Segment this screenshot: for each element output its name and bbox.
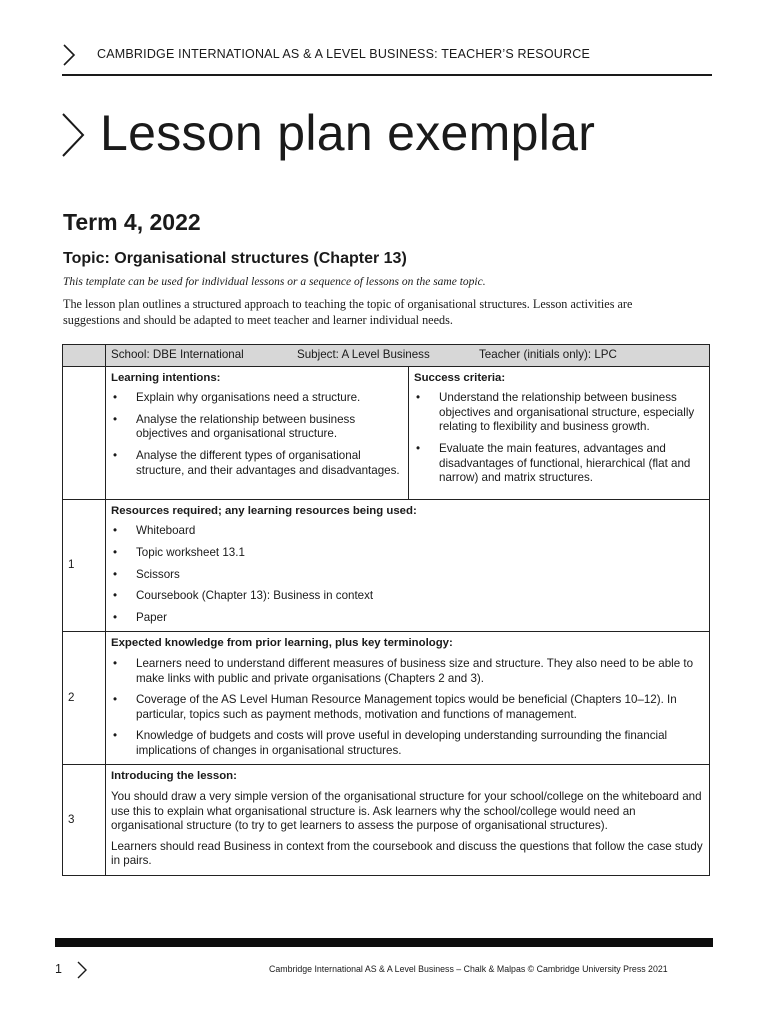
- running-header: CAMBRIDGE INTERNATIONAL AS & A LEVEL BUSINESS: TEACHER’S RESOURCE: [97, 47, 590, 61]
- section-title: Resources required; any learning resources being used:: [111, 504, 417, 517]
- list-item: • Learners need to understand different measures of business size and structure. They also need to be able to make links with public and private organisations (Chapters 2 and 3).: [111, 657, 704, 686]
- header-blank-cell: [63, 345, 106, 367]
- row-number: 1: [63, 499, 106, 632]
- paragraph: Learners should read Business in context from the coursebook and discuss the questions that follow the case study in pairs.: [111, 839, 703, 868]
- teacher-label: Teacher (initials only): LPC: [479, 348, 617, 361]
- page-number: 1: [55, 962, 62, 976]
- section-title: Learning intentions:: [111, 371, 221, 384]
- footer-credit: Cambridge International AS & A Level Business – Chalk & Malpas © Cambridge University Press 2021: [269, 964, 668, 974]
- page-title: Lesson plan exemplar: [100, 105, 596, 161]
- paragraph: You should draw a very simple version of the organisational structure for your school/college on the whiteboard and use this to explain what organisational structure is. Ask learners why the school/college would need an organisational structure (to try to get learners to assess the purpose of organisational structures).: [111, 790, 702, 833]
- topic-heading: Topic: Organisational structures (Chapter 13): [63, 250, 407, 267]
- section-title: Expected knowledge from prior learning, plus key terminology:: [111, 637, 453, 650]
- table-header-row: [63, 345, 710, 367]
- list-item: • Analyse the different types of organisational structure, and their advantages and disadvantages.: [111, 449, 403, 478]
- header-rule: [62, 74, 712, 76]
- term-heading: Term 4, 2022: [63, 209, 201, 235]
- resources-cell: [106, 499, 710, 632]
- list-item: • Topic worksheet 13.1: [111, 546, 704, 561]
- list-item: • Analyse the relationship between business objectives and organisational structure.: [111, 413, 403, 442]
- list-item: • Explain why organisations need a structure.: [111, 391, 403, 406]
- chevron-right-icon: [62, 44, 76, 66]
- subject-label: Subject: A Level Business: [297, 348, 430, 361]
- section-title: Introducing the lesson:: [111, 770, 237, 783]
- table-row: [63, 632, 710, 765]
- intro-paragraph: The lesson plan outlines a structured approach to teaching the topic of organisational structures. Lesson activities are suggestions and should be adapted to meet teacher and learner individual needs.: [63, 297, 633, 327]
- lesson-plan-table: [62, 344, 710, 876]
- list-item: • Knowledge of budgets and costs will prove useful in developing understanding surrounding the financial implications of changes in organisational structures.: [111, 729, 704, 758]
- introducing-lesson-cell: [106, 765, 710, 876]
- table-row: [63, 499, 710, 632]
- footer-rule: [55, 938, 713, 947]
- template-note: This template can be used for individual lessons or a sequence of lessons on the same topic.: [63, 276, 486, 288]
- learning-intentions: [106, 367, 409, 499]
- list-item: • Scissors: [111, 568, 704, 583]
- intentions-criteria-cell: [106, 366, 710, 499]
- row-number-cell: [63, 366, 106, 499]
- list-item: • Whiteboard: [111, 524, 704, 539]
- list-item: • Understand the relationship between business objectives and organisational structure, especially relating to flexibility and business growth.: [414, 391, 704, 435]
- list-item: • Coursebook (Chapter 13): Business in context: [111, 589, 704, 604]
- header-info-cell: [106, 345, 710, 367]
- school-label: School: DBE International: [111, 348, 244, 361]
- table-row: [63, 765, 710, 876]
- row-number: 3: [63, 765, 106, 876]
- chevron-right-icon: [60, 112, 86, 158]
- table-row: [63, 366, 710, 499]
- list-item: • Coverage of the AS Level Human Resource Management topics would be beneficial (Chapters 10–12). In particular, topics such as payment methods, motivation and functions of management.: [111, 693, 704, 722]
- row-number: 2: [63, 632, 106, 765]
- chevron-right-icon: [77, 961, 87, 979]
- success-criteria: [409, 367, 709, 499]
- section-title: Success criteria:: [414, 371, 506, 384]
- list-item: • Evaluate the main features, advantages and disadvantages of functional, hierarchical (flat and narrow) and matrix structures.: [414, 442, 704, 486]
- list-item: • Paper: [111, 611, 704, 626]
- prior-knowledge-cell: [106, 632, 710, 765]
